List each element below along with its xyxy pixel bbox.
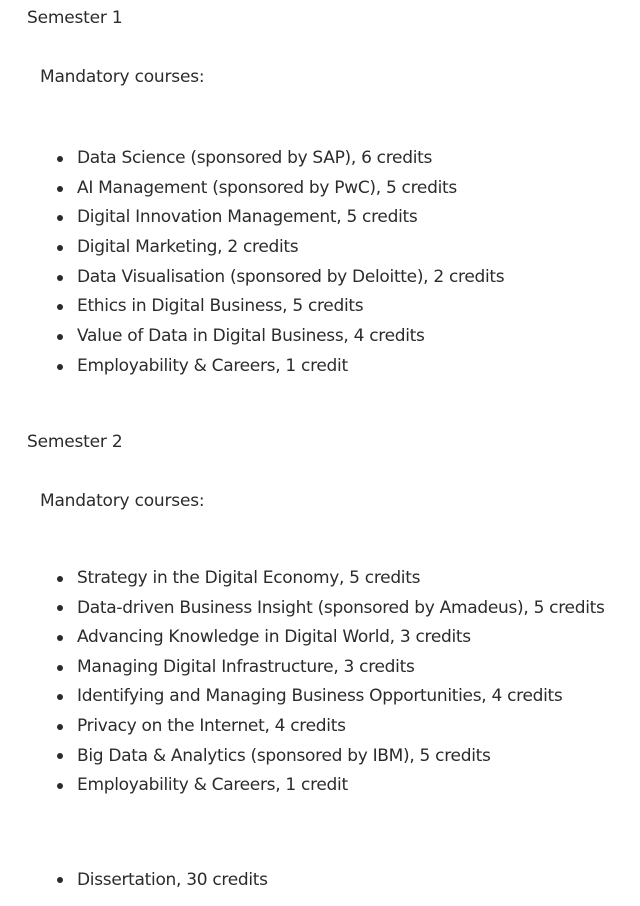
list-item: Identifying and Managing Business Opportunities, 4 credits [0,682,640,712]
list-item: Advancing Knowledge in Digital World, 3 credits [0,623,640,653]
list-item: Strategy in the Digital Economy, 5 credits [0,564,640,594]
list-item: Privacy on the Internet, 4 credits [0,712,640,742]
list-item: Employability & Careers, 1 credit [0,352,640,382]
dissertation-list [0,865,640,895]
semester-1-course-list [0,144,640,382]
list-item: Digital Marketing, 2 credits [0,233,640,263]
semester-2-course-list [0,564,640,801]
semester-1-mandatory-label: Mandatory courses: [40,67,205,87]
list-item: Digital Innovation Management, 5 credits [0,203,640,233]
semester-2-title: Semester 2 [27,432,123,452]
list-item: Data-driven Business Insight (sponsored by Amadeus), 5 credits [0,594,640,624]
list-item: Value of Data in Digital Business, 4 credits [0,322,640,352]
semester-1-title: Semester 1 [27,8,123,28]
semester-2-mandatory-label: Mandatory courses: [40,491,205,511]
list-item: Employability & Careers, 1 credit [0,771,640,801]
list-item: Dissertation, 30 credits [0,865,640,895]
list-item: AI Management (sponsored by PwC), 5 credits [0,174,640,204]
list-item: Managing Digital Infrastructure, 3 credits [0,653,640,683]
list-item: Data Science (sponsored by SAP), 6 credits [0,144,640,174]
list-item: Big Data & Analytics (sponsored by IBM), 5 credits [0,742,640,772]
list-item: Data Visualisation (sponsored by Deloitte), 2 credits [0,263,640,293]
list-item: Ethics in Digital Business, 5 credits [0,292,640,322]
